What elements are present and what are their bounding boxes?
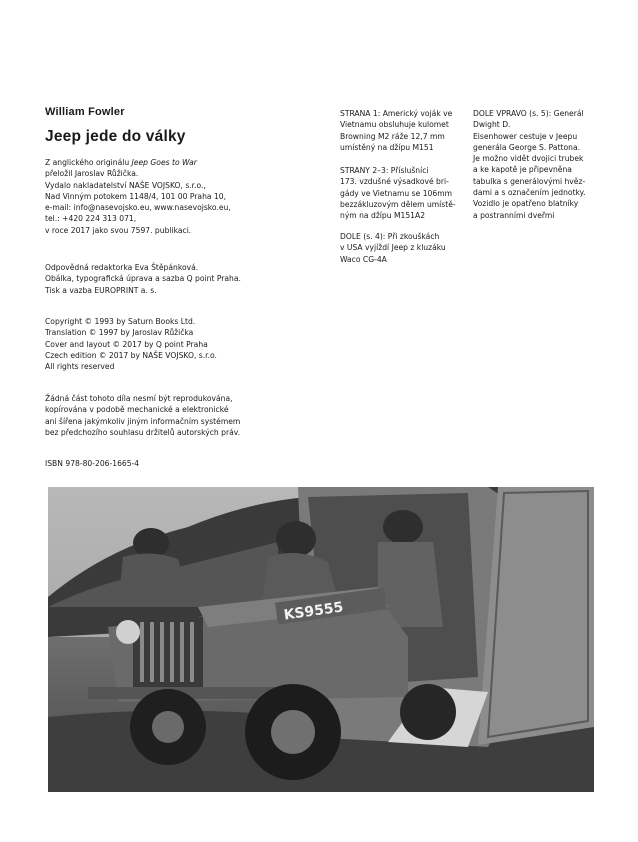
caption-line: umístěný na džípu M151 [340, 142, 434, 152]
editor-line: Tisk a vazba EUROPRINT a. s. [45, 285, 157, 295]
caption-line: a postranními dveřmi [473, 210, 555, 220]
isbn: ISBN 978-80-206-1665-4 [45, 459, 140, 468]
copyright-block [45, 316, 295, 372]
rights-notice [45, 393, 295, 438]
rights-line: bez předchozího souhlasu držitelů autorských práv. [45, 427, 241, 437]
imprint-line: přeložil Jaroslav Růžička. [45, 169, 139, 179]
caption-line: generála George S. Pattona. [473, 142, 581, 152]
caption-line: v USA vyjíždí Jeep z kluzáku [340, 243, 446, 253]
caption-line: a ke kapotě je připevněna [473, 165, 572, 175]
caption-page-5 [473, 108, 608, 221]
caption-line: Vozidlo je opatřeno blatníky [473, 199, 579, 209]
rights-line: Žádná část tohoto díla nesmí být reprodukována, [45, 394, 233, 403]
copyright-line: Czech edition © 2017 by NAŠE VOJSKO, s.r.o. [45, 350, 217, 360]
book-title: Jeep jede do války [45, 128, 186, 145]
rights-line: kopírována v podobě mechanické a elektronické [45, 405, 229, 415]
photo-illustration [48, 487, 594, 792]
rights-line: ani šířena jakýmkoliv jiným informačním systémem [45, 416, 241, 426]
original-title: Jeep Goes to War [131, 158, 197, 167]
imprint-line: Vydalo nakladatelství NAŠE VOJSKO, s.r.o., [45, 180, 206, 190]
caption-line: DOLE VPRAVO (s. 5): Generál [473, 109, 584, 118]
copyright-line: Translation © 1997 by Jaroslav Růžička [45, 328, 194, 338]
caption-line: STRANA 1: Americký voják ve [340, 109, 453, 118]
caption-line: Browning M2 ráže 12,7 mm [340, 131, 445, 141]
copyright-line: Copyright © 1993 by Saturn Books Ltd. [45, 317, 196, 326]
editor-line: Obálka, typografická úprava a sazba Q point Praha. [45, 274, 241, 284]
caption-line: Eisenhower cestuje v Jeepu [473, 131, 578, 141]
caption-line: dami a s označením jednotky. [473, 188, 586, 198]
editor-line: Odpovědná redaktorka Eva Štěpánková. [45, 263, 199, 272]
caption-line: bezzákluzovým dělem umístě- [340, 199, 456, 209]
copyright-line: All rights reserved [45, 362, 115, 372]
imprint-line: e-mail: info@nasevojsko.eu, www.nasevojsko.eu, [45, 203, 231, 213]
caption-line: 173. vzdušné výsadkové bri- [340, 177, 449, 187]
soldier-helmet-left [133, 528, 169, 558]
soldier-helmet-rear [383, 510, 423, 544]
caption-line: STRANY 2–3: Příslušníci [340, 166, 429, 175]
caption-line: Vietnamu obsluhuje kulomet [340, 120, 449, 130]
caption-line: DOLE (s. 4): Při zkouškách [340, 232, 440, 241]
imprint-line [45, 157, 295, 168]
caption-line: Waco CG-4A [340, 254, 387, 264]
author-name: William Fowler [45, 106, 125, 118]
front-hub-left [152, 711, 184, 743]
jeep-glider-photo [48, 487, 594, 792]
hood-number: KS9555 [282, 599, 345, 624]
caption-page-4 [340, 231, 475, 265]
caption-line: Dwight D. [473, 120, 511, 130]
caption-line: tabulka s generálovými hvěz- [473, 176, 586, 186]
caption-line: gády ve Vietnamu se 106mm [340, 188, 452, 198]
imprint-line: tel.: +420 224 313 071, [45, 214, 137, 224]
copyright-line: Cover and layout © 2017 by Q point Praha [45, 339, 208, 349]
imprint-line: v roce 2017 jako svou 7597. publikaci. [45, 225, 192, 235]
headlight [116, 620, 140, 644]
soldier-helmet-right [276, 521, 316, 557]
caption-page-1 [340, 108, 475, 153]
editor-block [45, 262, 295, 296]
front-hub-right [271, 710, 315, 754]
imprint-line: Nad Vinným potokem 1148/4, 101 00 Praha 10, [45, 191, 227, 201]
imprint-original-prefix: Z anglického originálu [45, 158, 132, 167]
imprint-block [45, 157, 295, 236]
caption-line: Je možno vidět dvojici trubek [473, 154, 584, 164]
rear-wheel [400, 684, 456, 740]
caption-pages-2-3 [340, 165, 475, 221]
caption-line: ným na džípu M151A2 [340, 211, 426, 221]
